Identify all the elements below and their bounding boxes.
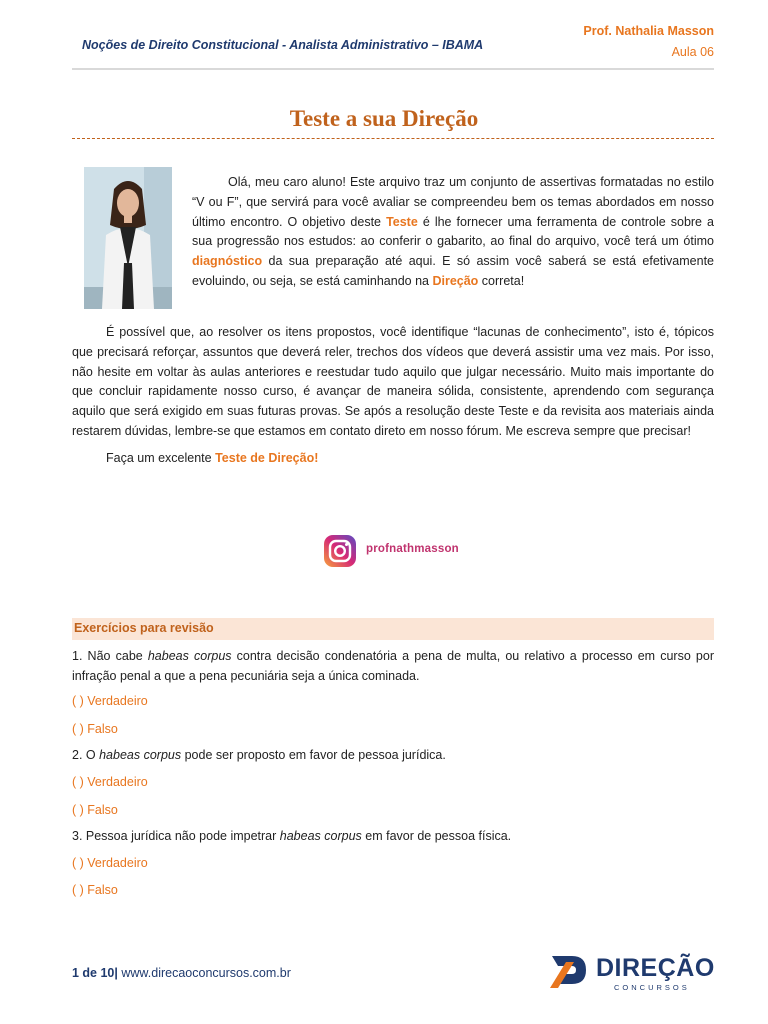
highlight-teste-direcao: Teste de Direção! <box>215 451 319 465</box>
title-divider <box>72 138 714 139</box>
header-divider <box>72 68 714 70</box>
question-2-option-false[interactable]: ( ) Falso <box>72 803 118 817</box>
question-1-option-true[interactable]: ( ) Verdadeiro <box>72 694 148 708</box>
footer-site-link[interactable]: www.direcaoconcursos.com.br <box>121 966 291 980</box>
question-1: 1. Não cabe habeas corpus contra decisão condenatória a pena de multa, ou relativo a processo em curso por infração penal a que a pena pecuniária seja a única cominada. <box>72 649 714 683</box>
author-photo <box>84 167 172 309</box>
question-3: 3. Pessoa jurídica não pode impetrar habeas corpus em favor de pessoa física. <box>72 829 512 843</box>
highlight-direcao: Direção <box>432 273 479 288</box>
intro-paragraph-1: Olá, meu caro aluno! Este arquivo traz um conjunto de assertivas formatadas no estilo “V ou F”, que servirá para você avaliar se compreendeu bem os temas abordados em nosso último encontro. O objetivo deste Teste é lhe fornecer uma ferramenta de controle sobre a sua progressão nos estudos: ao conferir o gabarito, ao final do arquivo, você terá um ótimo diagnóstico da sua preparação até aqui. E só assim você saberá se está efetivamente evoluindo, ou seja, se está caminhando na Direção correta! <box>192 175 714 288</box>
header-author: Prof. Nathalia Masson <box>583 24 714 38</box>
instagram-icon[interactable] <box>322 535 358 567</box>
intro-paragraph-3: Faça um excelente Teste de Direção! <box>106 451 319 465</box>
highlight-teste: Teste <box>386 214 418 229</box>
question-2-option-true[interactable]: ( ) Verdadeiro <box>72 775 148 789</box>
question-3-option-true[interactable]: ( ) Verdadeiro <box>72 856 148 870</box>
question-1-option-false[interactable]: ( ) Falso <box>72 722 118 736</box>
footer-pagination: 1 de 10| www.direcaoconcursos.com.br <box>72 966 291 980</box>
page-number: 1 de 10 <box>72 966 115 980</box>
intro-paragraph-2: É possível que, ao resolver os itens propostos, você identifique “lacunas de conhecimento”, isto é, tópicos que precisará reforçar, assuntos que deverá reler, trechos dos vídeos que deverá assistir uma vez mais. Por isso, não hesite em voltar às aulas anteriores e reestudar tudo aquilo que julgar necessário. Muito mais importante do que concluir rapidamente nosso curso, é avançar de maneira sólida, consistente, aprendendo com segurança aquilo que será exigido em suas futuras provas. Se após a resolução deste Teste e da revisita aos materiais ainda restarem dúvidas, lembre-se que estamos em contato direto em nosso fórum. Me escreva sempre que precisar! <box>72 325 714 438</box>
exercises-title: Exercícios para revisão <box>74 621 214 635</box>
header-lesson: Aula 06 <box>671 45 714 59</box>
question-3-option-false[interactable]: ( ) Falso <box>72 883 118 897</box>
question-2: 2. O habeas corpus pode ser proposto em favor de pessoa jurídica. <box>72 748 446 762</box>
logo-wordmark: DIREÇÃO <box>596 954 715 982</box>
highlight-diagnostico: diagnóstico <box>192 254 263 269</box>
instagram-handle[interactable]: profnathmasson <box>366 543 459 555</box>
header-course-title: Noções de Direito Constitucional - Analista Administrativo – IBAMA <box>82 38 484 52</box>
logo-subtitle: CONCURSOS <box>614 983 690 992</box>
page-title: Teste a sua Direção <box>289 106 479 131</box>
